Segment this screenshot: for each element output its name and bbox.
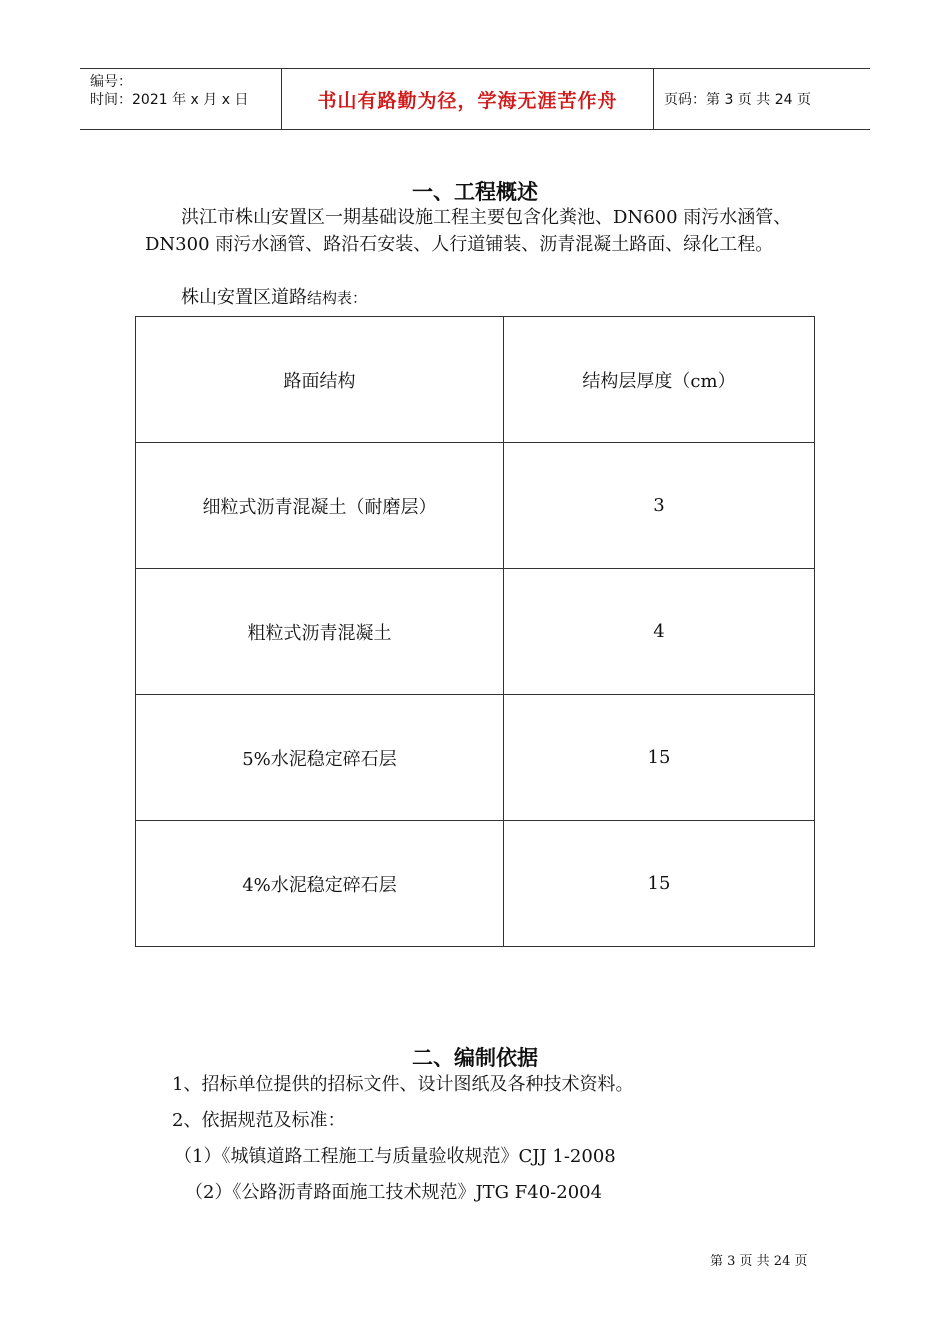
table-intro-suffix: 结构表：: [307, 289, 368, 307]
header-page-cell: [654, 69, 870, 129]
table-row: [136, 695, 815, 821]
table-header-thickness: 结构层厚度（cm）: [504, 317, 815, 443]
overview-paragraph: 洪江市株山安置区一期基础设施工程主要包含化粪池、DN600 雨污水涵管、DN300 雨污水涵管、路沿石安装、人行道铺装、沥青混凝土路面、绿化工程。: [145, 207, 792, 255]
table-cell-thickness: 4: [504, 569, 815, 695]
table-intro-main: 株山安置区道路: [181, 287, 307, 308]
header-meta: [80, 69, 282, 129]
table-cell-structure: 粗粒式沥青混凝土: [136, 569, 504, 695]
table-row: [136, 821, 815, 947]
table-cell-structure: 4%水泥稳定碎石层: [136, 821, 504, 947]
header-page-number: 页码：第 3 页 共 24 页: [664, 92, 811, 108]
basis-item: 2、依据规范及标准：: [172, 1110, 346, 1131]
pavement-structure-table: [135, 316, 815, 947]
basis-item: （2）《公路沥青路面施工技术规范》JTG F40-2004: [185, 1182, 603, 1203]
table-intro: [145, 284, 825, 312]
table-cell-thickness: 3: [504, 443, 815, 569]
page-header: [80, 68, 870, 130]
table-cell-thickness: 15: [504, 821, 815, 947]
section-title-overview: 一、工程概述: [412, 180, 538, 204]
table-row: [136, 443, 815, 569]
section-title-basis: 二、编制依据: [412, 1046, 538, 1070]
header-motto: 书山有路勤为径，学海无涯苦作舟: [317, 89, 618, 112]
footer-page-number: 第 3 页 共 24 页: [710, 1254, 808, 1269]
table-cell-thickness: 15: [504, 695, 815, 821]
basis-item: 1、招标单位提供的招标文件、设计图纸及各种技术资料。: [172, 1074, 634, 1095]
document-number-label: 编号：: [90, 74, 132, 90]
header-motto-cell: [282, 69, 654, 129]
table-header-row: [136, 317, 815, 443]
table-cell-structure: 细粒式沥青混凝土（耐磨层）: [136, 443, 504, 569]
table-header-structure: 路面结构: [136, 317, 504, 443]
table-row: [136, 569, 815, 695]
table-cell-structure: 5%水泥稳定碎石层: [136, 695, 504, 821]
document-date-label: 时间：2021 年 x 月 x 日: [90, 92, 249, 108]
basis-item: （1）《城镇道路工程施工与质量验收规范》CJJ 1-2008: [174, 1146, 616, 1167]
